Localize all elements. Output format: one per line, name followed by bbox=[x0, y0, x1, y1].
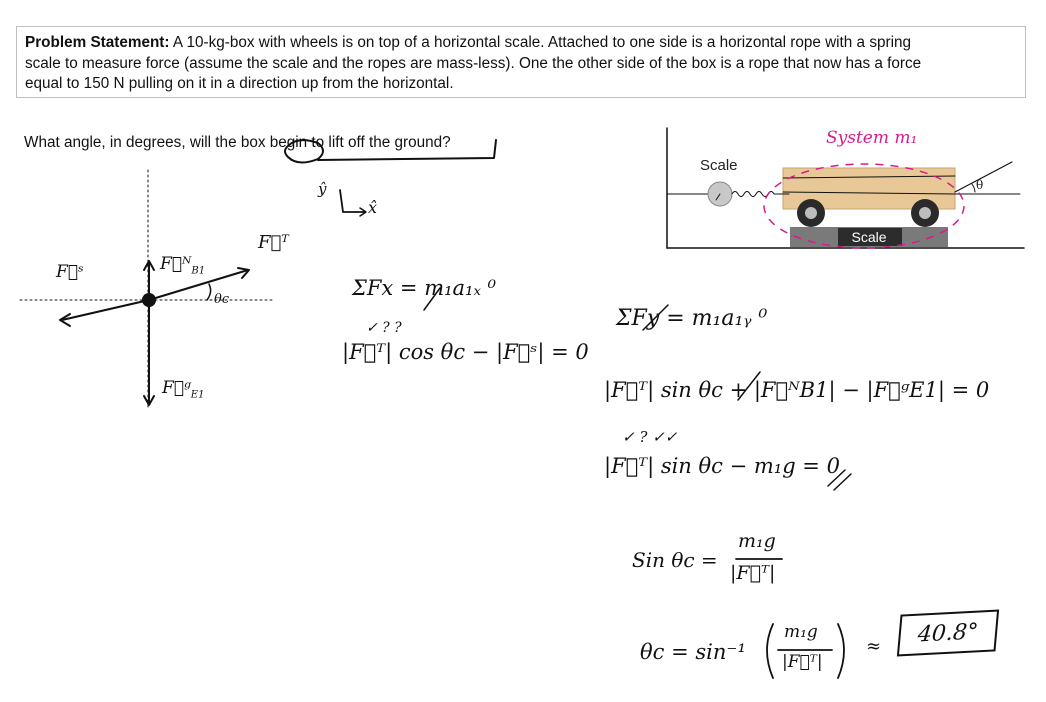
approx-symbol: ≈ bbox=[866, 636, 882, 657]
fbd-tension-force-label: F⃗ᵀ bbox=[258, 232, 289, 253]
axis-x-label: x̂ bbox=[368, 198, 378, 217]
sum-fy-equation: ΣFy = m₁a₁ᵧ ⁰ bbox=[616, 306, 768, 331]
sin-theta-denominator: |F⃗ᵀ| bbox=[730, 562, 776, 584]
fbd-gravity-force-label: F⃗ᵍ$_{E1}$ bbox=[162, 378, 205, 401]
floor-scale-label: Scale bbox=[851, 229, 887, 245]
angle-label: θ bbox=[976, 178, 984, 192]
problem-label: Problem Statement: bbox=[25, 34, 170, 51]
system-label: System m₁ bbox=[826, 128, 918, 148]
theta-numerator: m₁g bbox=[784, 622, 818, 642]
sum-fx-equation: ΣFx = m₁a₁ₓ ⁰ bbox=[352, 276, 497, 300]
fx-component-equation: |F⃗ᵀ| cos θc − |F⃗ˢ| = 0 bbox=[342, 340, 589, 364]
fbd-normal-force-label: F⃗ᴺ$_{B1}$ bbox=[160, 254, 206, 277]
sin-theta-numerator: m₁g bbox=[738, 530, 776, 552]
fbd-theta-label: θc bbox=[214, 292, 230, 307]
checks-y: ✓ ? ✓✓ bbox=[622, 428, 678, 446]
problem-line-3: equal to 150 N pulling on it in a direction up from the horizontal. bbox=[25, 75, 454, 92]
sin-theta-lhs: Sin θc = bbox=[632, 548, 718, 572]
spring-scale-label: Scale bbox=[700, 157, 738, 174]
problem-line-1: A 10-kg-box with wheels is on top of a horizontal scale. Attached to one side is a horizontal rope with a spring bbox=[172, 34, 911, 51]
axis-y-label: ŷ bbox=[318, 180, 327, 198]
theta-denominator: |F⃗ᵀ| bbox=[782, 652, 823, 672]
fy-component-equation: |F⃗ᵀ| sin θc + |F⃗ᴺB1| − |F⃗ᵍE1| = 0 bbox=[604, 378, 990, 402]
question-text: What angle, in degrees, will the box begin to lift off the ground? bbox=[24, 134, 451, 151]
theta-lhs: θc = sin⁻¹ bbox=[640, 640, 746, 664]
problem-line-2: scale to measure force (assume the scale and the ropes are mass-less). One the other side of the box is a rope that now has a force bbox=[25, 54, 922, 72]
final-answer: 40.8° bbox=[897, 609, 999, 656]
fbd-spring-force-label: F⃗ˢ bbox=[56, 262, 84, 282]
fy-simplified-equation: |F⃗ᵀ| sin θc − m₁g = 0 bbox=[604, 454, 840, 478]
checks-x: ✓ ? ? bbox=[366, 320, 402, 336]
